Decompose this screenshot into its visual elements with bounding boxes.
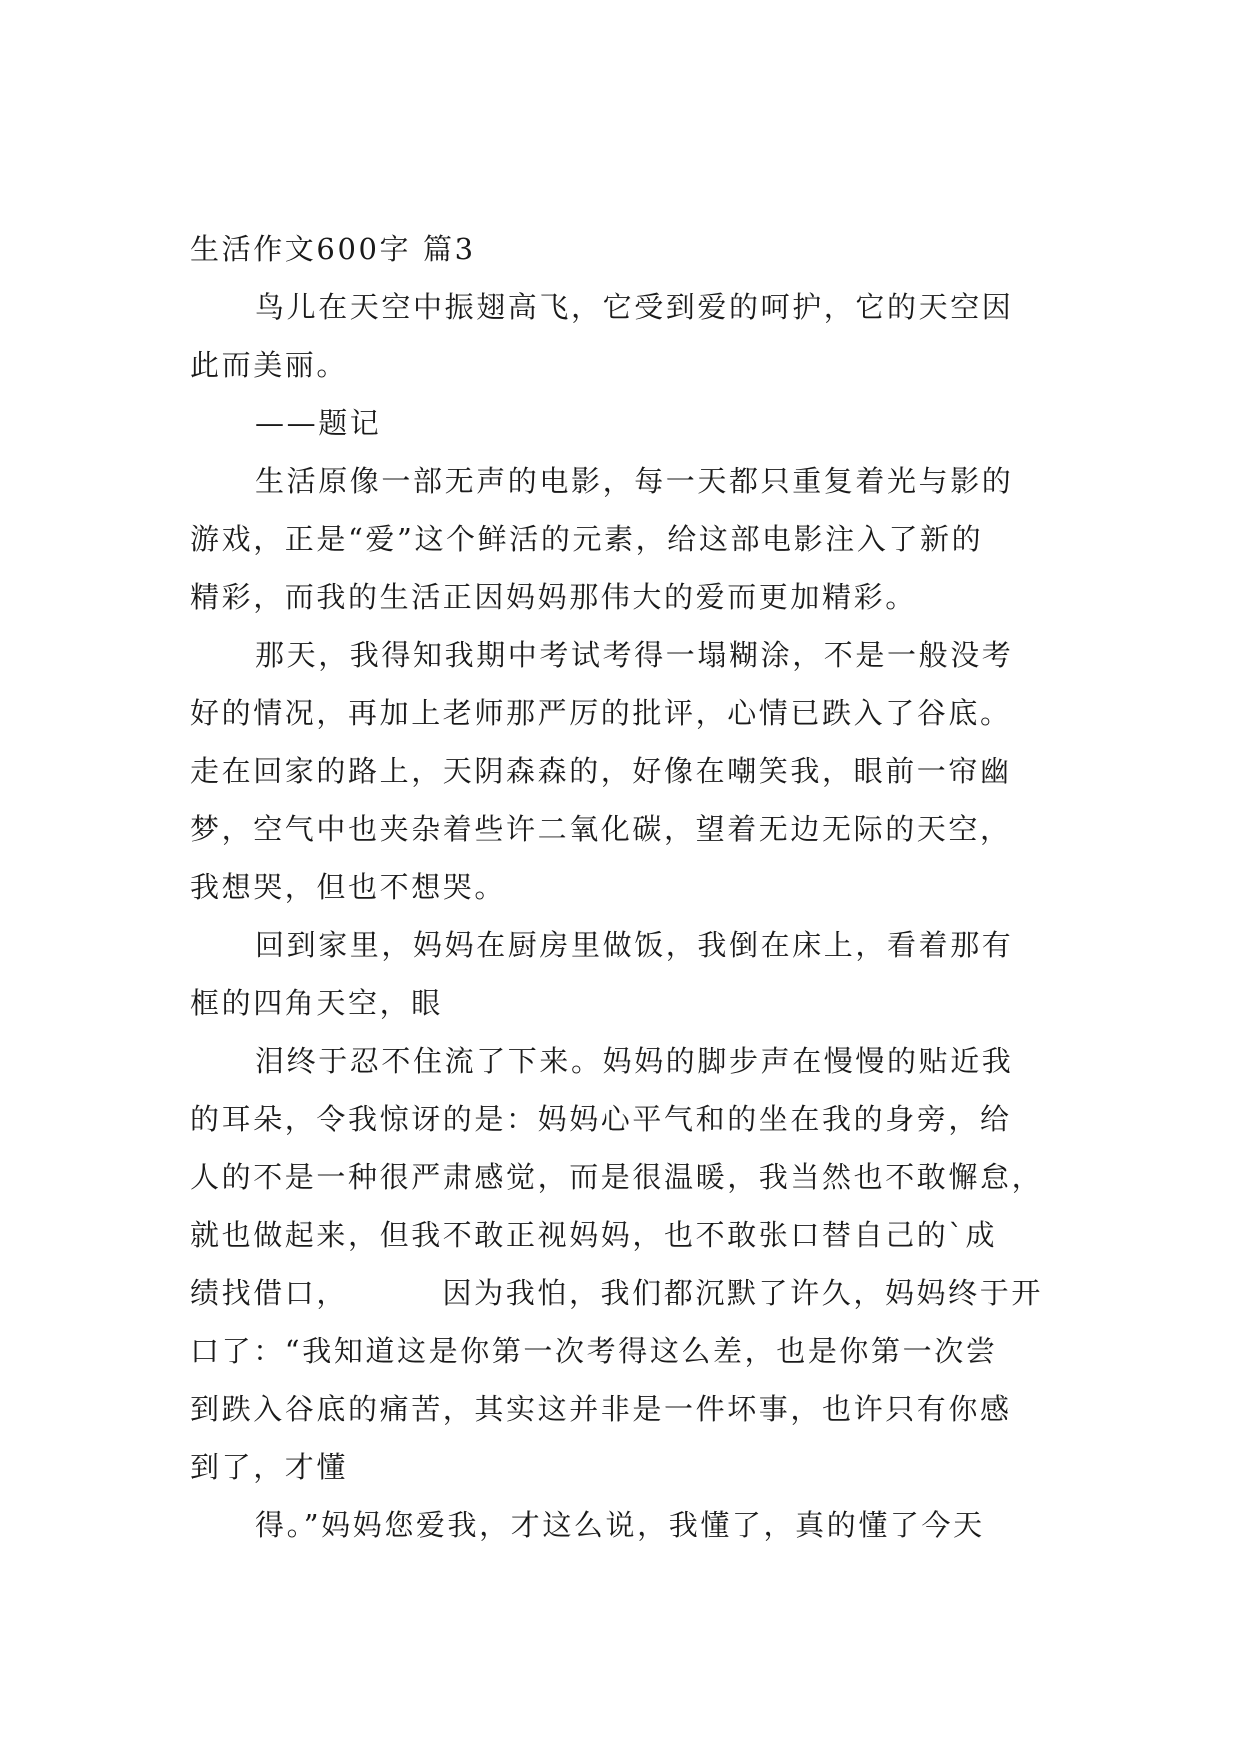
text-line: 就也做起来，但我不敢正视妈妈，也不敢张口替自己的`成 [190, 1218, 998, 1252]
text-line: 鸟儿在天空中振翅高飞，它受到爱的呵护，它的天空因 [255, 290, 1014, 324]
text-line: 人的不是一种很严肃感觉，而是很温暖，我当然也不敢懈怠， [190, 1160, 1044, 1194]
text-line: 那天，我得知我期中考试考得一塌糊涂，不是一般没考 [255, 638, 1014, 672]
text-line: 我想哭，但也不想哭。 [190, 870, 507, 904]
text-line: 生活原像一部无声的电影，每一天都只重复着光与影的 [255, 464, 1014, 498]
text-line: 精彩，而我的生活正因妈妈那伟大的爱而更加精彩。 [190, 580, 917, 614]
text-line: 口了：“我知道这是你第一次考得这么差，也是你第一次尝 [190, 1334, 998, 1368]
text-line: 到跌入谷底的痛苦，其实这并非是一件坏事，也许只有你感 [190, 1392, 1012, 1426]
text-line: 游戏，正是“爱”这个鲜活的元素，给这部电影注入了新的 [190, 522, 984, 556]
text-line: 的耳朵，令我惊讶的是：妈妈心平气和的坐在我的身旁，给 [190, 1102, 1012, 1136]
text-line: 好的情况，再加上老师那严厉的批评，心情已跌入了谷底。 [190, 696, 1012, 730]
text-line: 框的四角天空，眼 [190, 986, 443, 1020]
document-title: 生活作文600字 篇3 [190, 232, 476, 266]
text-line: 到了，才懂 [190, 1450, 349, 1484]
epigraph-attribution: ——题记 [255, 406, 382, 440]
text-line: 得。”妈妈您爱我，才这么说，我懂了，真的懂了今天 [255, 1508, 985, 1542]
text-line: 此而美丽。 [190, 348, 349, 382]
text-line: 泪终于忍不住流了下来。妈妈的脚步声在慢慢的贴近我 [255, 1044, 1014, 1078]
text-line: 回到家里，妈妈在厨房里做饭，我倒在床上，看着那有 [255, 928, 1014, 962]
text-line: 绩找借口， 因为我怕，我们都沉默了许久，妈妈终于开 [190, 1276, 1043, 1310]
text-line: 走在回家的路上，天阴森森的，好像在嘲笑我，眼前一帘幽 [190, 754, 1012, 788]
text-line: 梦，空气中也夹杂着些许二氧化碳，望着无边无际的天空， [190, 812, 1012, 846]
